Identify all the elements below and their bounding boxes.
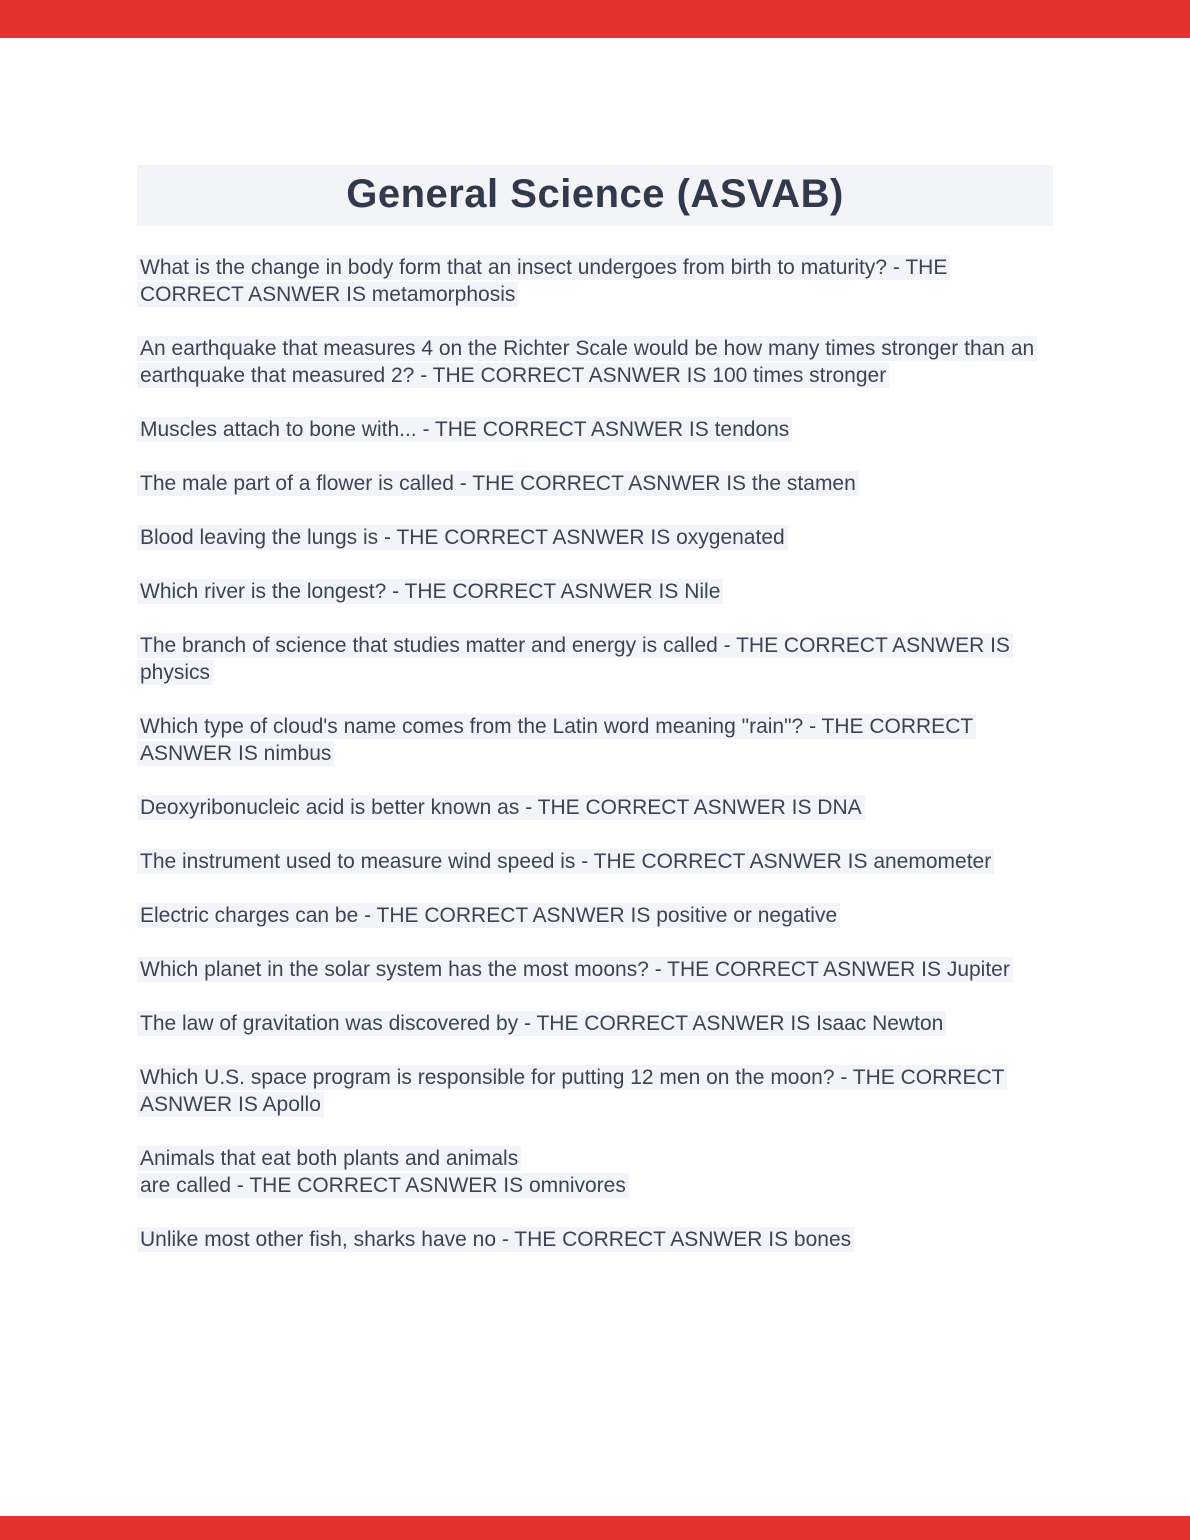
highlighted-text: Unlike most other fish, sharks have no - THE CORRECT ASNWER IS bones (137, 1227, 854, 1252)
qa-paragraph (137, 578, 1053, 605)
document-body (137, 254, 1053, 1253)
qa-paragraph (137, 632, 1053, 686)
top-red-bar (0, 0, 1190, 38)
highlighted-text: The law of gravitation was discovered by - THE CORRECT ASNWER IS Isaac Newton (137, 1011, 946, 1036)
qa-paragraph (137, 794, 1053, 821)
qa-paragraph (137, 470, 1053, 497)
highlighted-text: What is the change in body form that an insect undergoes from birth to maturity? - THE CORRECT ASNWER IS metamorphosis (137, 255, 950, 307)
highlighted-text: Which planet in the solar system has the most moons? - THE CORRECT ASNWER IS Jupiter (137, 957, 1013, 982)
qa-paragraph (137, 902, 1053, 929)
highlighted-text: Muscles attach to bone with... - THE CORRECT ASNWER IS tendons (137, 417, 792, 442)
document-page (137, 165, 1053, 1280)
highlighted-text: Animals that eat both plants and animals (137, 1146, 521, 1171)
qa-paragraph (137, 1145, 1053, 1199)
bottom-red-bar (0, 1516, 1190, 1540)
qa-paragraph (137, 524, 1053, 551)
highlighted-text: Which river is the longest? - THE CORRECT ASNWER IS Nile (137, 579, 723, 604)
highlighted-text: Blood leaving the lungs is - THE CORRECT ASNWER IS oxygenated (137, 525, 788, 550)
qa-paragraph (137, 335, 1053, 389)
highlighted-text: are called - THE CORRECT ASNWER IS omnivores (137, 1173, 629, 1198)
page-title: General Science (ASVAB) (137, 165, 1053, 226)
highlighted-text: The instrument used to measure wind speed is - THE CORRECT ASNWER IS anemometer (137, 849, 994, 874)
highlighted-text: Which type of cloud's name comes from the Latin word meaning "rain"? - THE CORRECT ASNWER IS nimbus (137, 714, 976, 766)
qa-paragraph (137, 416, 1053, 443)
highlighted-text: An earthquake that measures 4 on the Richter Scale would be how many times stronger than an earthquake that measured 2? - THE CORRECT ASNWER IS 100 times stronger (137, 336, 1037, 388)
highlighted-text: The branch of science that studies matter and energy is called - THE CORRECT ASNWER IS physics (137, 633, 1013, 685)
qa-paragraph (137, 1010, 1053, 1037)
qa-paragraph (137, 956, 1053, 983)
qa-paragraph (137, 254, 1053, 308)
qa-paragraph (137, 713, 1053, 767)
highlighted-text: Electric charges can be - THE CORRECT ASNWER IS positive or negative (137, 903, 840, 928)
highlighted-text: The male part of a flower is called - THE CORRECT ASNWER IS the stamen (137, 471, 859, 496)
qa-paragraph (137, 1226, 1053, 1253)
qa-paragraph (137, 848, 1053, 875)
qa-paragraph (137, 1064, 1053, 1118)
highlighted-text: Which U.S. space program is responsible for putting 12 men on the moon? - THE CORRECT ASNWER IS Apollo (137, 1065, 1007, 1117)
highlighted-text: Deoxyribonucleic acid is better known as - THE CORRECT ASNWER IS DNA (137, 795, 865, 820)
